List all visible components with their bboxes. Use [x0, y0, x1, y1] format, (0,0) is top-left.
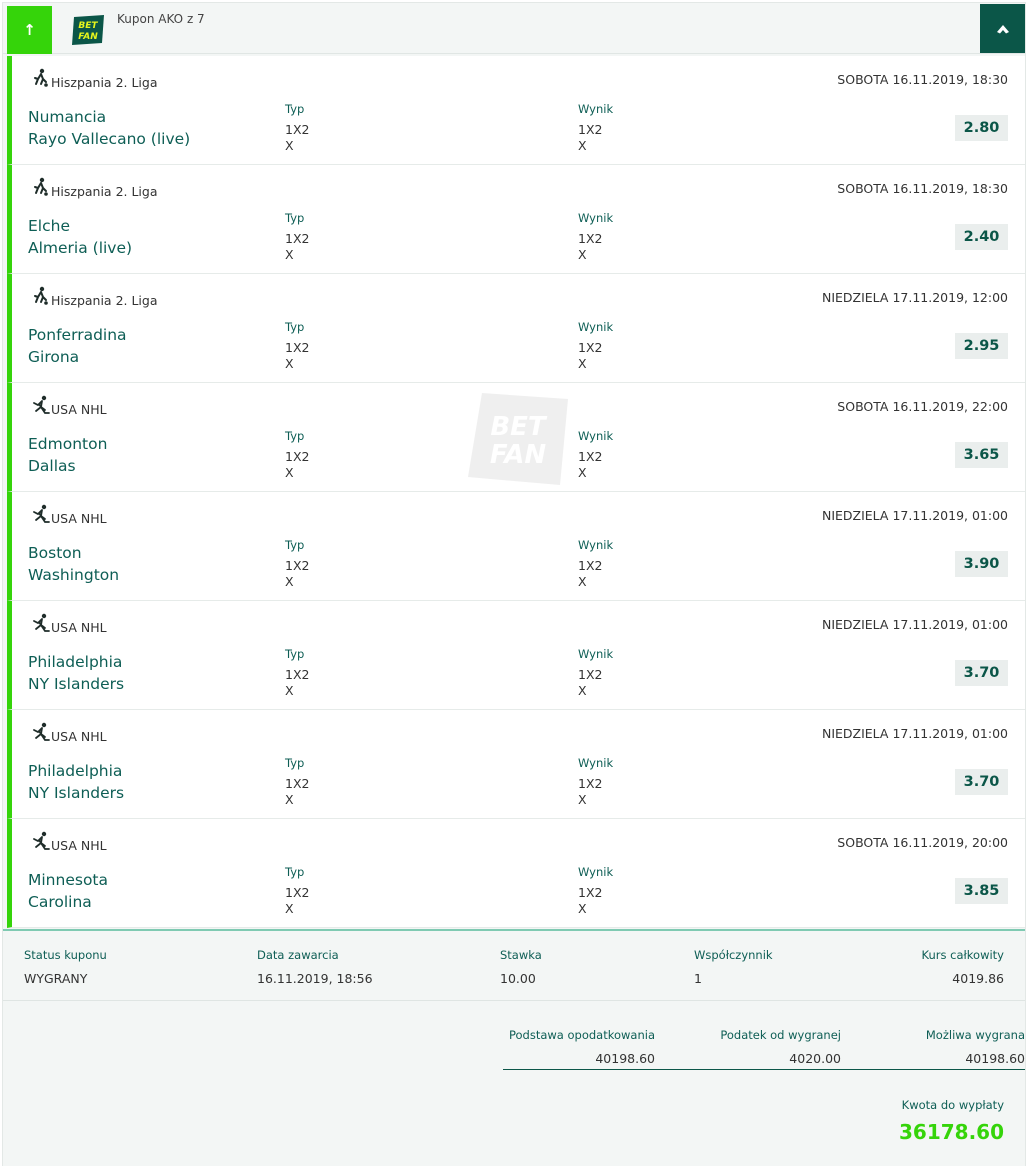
wynik-label: Wynik: [578, 865, 614, 879]
collapse-button[interactable]: [980, 4, 1025, 53]
home-team[interactable]: Philadelphia: [28, 653, 123, 671]
event-date: SOBOTA 16.11.2019, 20:00: [837, 835, 1008, 850]
hockey-icon: [30, 504, 50, 524]
total-odds-value: 4019.86: [952, 971, 1004, 986]
wynik-label: Wynik: [578, 102, 614, 116]
wynik-result: X: [578, 465, 587, 480]
svg-text:BET: BET: [78, 21, 98, 31]
svg-text:FAN: FAN: [489, 440, 547, 470]
home-team[interactable]: Philadelphia: [28, 762, 123, 780]
soccer-icon: [30, 68, 50, 88]
typ-label: Typ: [285, 756, 305, 770]
typ-pick: X: [285, 465, 294, 480]
wynik-label: Wynik: [578, 647, 614, 661]
home-team[interactable]: Numancia: [28, 108, 107, 126]
stake-label: Stawka: [500, 948, 542, 962]
home-team[interactable]: Minnesota: [28, 871, 108, 889]
event-date: NIEDZIELA 17.11.2019, 01:00: [821, 508, 1008, 523]
coupon-header: [3, 3, 1025, 54]
tax-amount-value: 4020.00: [789, 1051, 841, 1066]
wynik-result: X: [578, 574, 587, 589]
tax-base-label: Podstawa opodatkowania: [508, 1028, 655, 1042]
away-team[interactable]: Carolina: [28, 893, 92, 911]
wynik-label: Wynik: [578, 756, 614, 770]
wynik-result: X: [578, 356, 587, 371]
date-value: 16.11.2019, 18:56: [257, 971, 373, 986]
arrow-up-icon[interactable]: ↑: [7, 6, 52, 54]
wynik-market: 1X2: [578, 885, 603, 900]
typ-label: Typ: [285, 429, 305, 443]
wynik-market: 1X2: [578, 558, 603, 573]
event-date: NIEDZIELA 17.11.2019, 01:00: [821, 726, 1008, 741]
wynik-result: X: [578, 683, 587, 698]
typ-label: Typ: [285, 865, 305, 879]
coefficient-label: Współczynnik: [694, 948, 773, 962]
odds-badge: 2.95: [955, 333, 1008, 359]
possible-win-value: 40198.60: [965, 1051, 1025, 1066]
divider: [503, 1069, 1025, 1070]
tax-base-value: 40198.60: [595, 1051, 655, 1066]
odds-badge: 2.80: [955, 115, 1008, 141]
event-date: NIEDZIELA 17.11.2019, 12:00: [821, 290, 1008, 305]
chevron-up-icon: [996, 24, 1010, 34]
away-team[interactable]: Washington: [28, 566, 120, 584]
bet-row: [7, 819, 1025, 928]
typ-market: 1X2: [285, 885, 310, 900]
typ-pick: X: [285, 683, 294, 698]
away-team[interactable]: NY Islanders: [28, 675, 125, 693]
typ-pick: X: [285, 574, 294, 589]
typ-market: 1X2: [285, 231, 310, 246]
league-name: USA NHL: [51, 402, 107, 417]
betfan-watermark: [468, 393, 568, 485]
typ-market: 1X2: [285, 667, 310, 682]
wynik-market: 1X2: [578, 667, 603, 682]
hockey-icon: [30, 831, 50, 851]
home-team[interactable]: Ponferradina: [28, 326, 127, 344]
wynik-result: X: [578, 247, 587, 262]
date-label: Data zawarcia: [257, 948, 339, 962]
league-name: Hiszpania 2. Liga: [51, 184, 158, 199]
coupon-panel: [2, 2, 1026, 1166]
status-label: Status kuponu: [24, 948, 107, 962]
svg-text:BET: BET: [490, 412, 546, 442]
league-name: USA NHL: [51, 838, 107, 853]
wynik-result: X: [578, 901, 587, 916]
wynik-result: X: [578, 138, 587, 153]
hockey-icon: [30, 722, 50, 742]
payout-value: 36178.60: [898, 1120, 1004, 1144]
typ-market: 1X2: [285, 558, 310, 573]
typ-market: 1X2: [285, 340, 310, 355]
away-team[interactable]: Rayo Vallecano (live): [28, 130, 191, 148]
coupon-summary: [3, 929, 1025, 1001]
wynik-market: 1X2: [578, 776, 603, 791]
wynik-market: 1X2: [578, 122, 603, 137]
home-team[interactable]: Edmonton: [28, 435, 108, 453]
typ-pick: X: [285, 356, 294, 371]
event-date: SOBOTA 16.11.2019, 18:30: [837, 181, 1008, 196]
event-date: SOBOTA 16.11.2019, 18:30: [837, 72, 1008, 87]
league-name: USA NHL: [51, 620, 107, 635]
wynik-label: Wynik: [578, 429, 614, 443]
typ-label: Typ: [285, 211, 305, 225]
away-team[interactable]: Dallas: [28, 457, 76, 475]
odds-badge: 3.90: [955, 551, 1008, 577]
wynik-market: 1X2: [578, 340, 603, 355]
odds-badge: 3.70: [955, 660, 1008, 686]
typ-label: Typ: [285, 647, 305, 661]
typ-label: Typ: [285, 102, 305, 116]
total-odds-label: Kurs całkowity: [921, 948, 1004, 962]
league-name: Hiszpania 2. Liga: [51, 75, 158, 90]
away-team[interactable]: Girona: [28, 348, 80, 366]
home-team[interactable]: Elche: [28, 217, 70, 235]
bet-row: [7, 274, 1025, 383]
betfan-logo: [71, 15, 105, 45]
league-name: USA NHL: [51, 511, 107, 526]
status-value: WYGRANY: [24, 971, 88, 986]
hockey-icon: [30, 395, 50, 415]
wynik-result: X: [578, 792, 587, 807]
bet-row: [7, 165, 1025, 274]
svg-text:FAN: FAN: [78, 32, 98, 42]
bet-row: [7, 492, 1025, 601]
bet-row: [7, 56, 1025, 165]
away-team[interactable]: Almeria (live): [28, 239, 133, 257]
coefficient-value: 1: [694, 971, 702, 986]
event-date: NIEDZIELA 17.11.2019, 01:00: [821, 617, 1008, 632]
wynik-market: 1X2: [578, 449, 603, 464]
wynik-label: Wynik: [578, 211, 614, 225]
event-date: SOBOTA 16.11.2019, 22:00: [837, 399, 1008, 414]
tax-amount-label: Podatek od wygranej: [720, 1028, 841, 1042]
hockey-icon: [30, 613, 50, 633]
typ-pick: X: [285, 247, 294, 262]
league-name: Hiszpania 2. Liga: [51, 293, 158, 308]
soccer-icon: [30, 177, 50, 197]
odds-badge: 3.70: [955, 769, 1008, 795]
odds-badge: 3.65: [955, 442, 1008, 468]
bet-row: [7, 710, 1025, 819]
typ-label: Typ: [285, 320, 305, 334]
away-team[interactable]: NY Islanders: [28, 784, 125, 802]
typ-market: 1X2: [285, 122, 310, 137]
odds-badge: 2.40: [955, 224, 1008, 250]
typ-pick: X: [285, 138, 294, 153]
typ-pick: X: [285, 792, 294, 807]
bet-list: [7, 56, 1025, 928]
odds-badge: 3.85: [955, 878, 1008, 904]
typ-pick: X: [285, 901, 294, 916]
possible-win-label: Możliwa wygrana: [925, 1028, 1025, 1042]
coupon-title: Kupon AKO z 7: [117, 12, 205, 26]
league-name: USA NHL: [51, 729, 107, 744]
payout-label: Kwota do wypłaty: [901, 1098, 1004, 1112]
home-team[interactable]: Boston: [28, 544, 82, 562]
wynik-label: Wynik: [578, 320, 614, 334]
bet-row: [7, 601, 1025, 710]
wynik-market: 1X2: [578, 231, 603, 246]
typ-label: Typ: [285, 538, 305, 552]
typ-market: 1X2: [285, 449, 310, 464]
wynik-label: Wynik: [578, 538, 614, 552]
stake-value: 10.00: [500, 971, 536, 986]
typ-market: 1X2: [285, 776, 310, 791]
tax-section: [3, 1002, 1025, 1166]
soccer-icon: [30, 286, 50, 306]
